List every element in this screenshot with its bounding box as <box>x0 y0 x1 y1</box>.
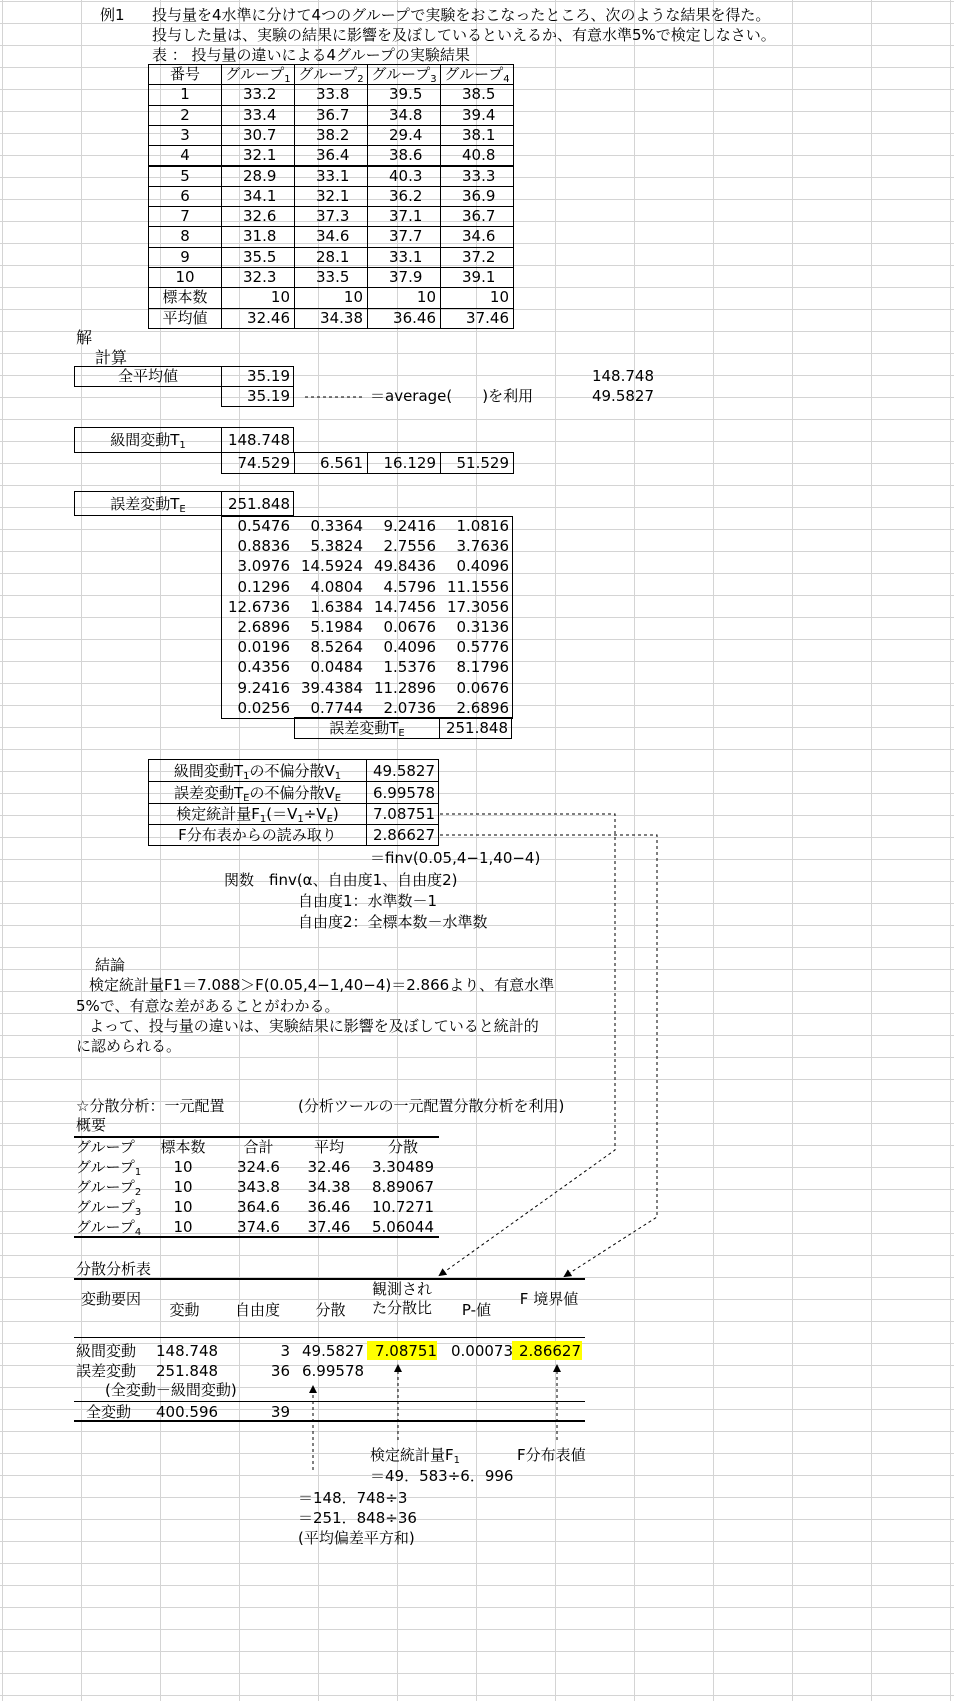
error-deviation-value: 5.1984 <box>310 618 363 636</box>
summary-value: 324.6 <box>237 1158 280 1176</box>
f-crit-arrow <box>440 835 657 1276</box>
data-value: 40.3 <box>389 166 423 185</box>
anova-header-ss: 変動 <box>169 1301 200 1319</box>
summary-value: 10 <box>173 1198 193 1216</box>
anova-tool-note: (分析ツールの一元配置分散分析を利用) <box>298 1097 565 1115</box>
data-value: 32.1 <box>316 186 350 205</box>
between-part-value: 51.529 <box>456 454 509 472</box>
error-deviation-value: 0.0484 <box>310 658 363 677</box>
summary-group: グループ$_4$ <box>76 1218 142 1238</box>
anova-title: ☆分散分析：一元配置 <box>76 1097 225 1115</box>
table-header: 番号 <box>169 65 200 83</box>
anova-header-p: P-値 <box>461 1301 492 1319</box>
data-value: 30.7 <box>243 125 277 144</box>
note-test-statistic: 検定統計量$F_1$ <box>370 1446 461 1466</box>
anova-header-df: 自由度 <box>234 1301 280 1319</box>
error-deviation-value: 0.5476 <box>237 517 290 535</box>
count-value: 10 <box>416 288 436 307</box>
anova-error-cell: 6.99578 <box>302 1362 365 1380</box>
anova-error-cell: 誤差変動 <box>76 1362 137 1380</box>
row-number: 10 <box>175 268 195 286</box>
row-number: 9 <box>180 247 190 266</box>
data-value: 36.4 <box>316 146 350 165</box>
data-value: 28.1 <box>316 247 350 266</box>
anova-error-cell: 251.848 <box>156 1362 219 1380</box>
conclusion-line-1: 検定統計量F1＝7.088＞F(0.05,4−1,40−4)＝2.866より、有意水準 <box>89 976 555 994</box>
data-value: 37.2 <box>462 247 496 266</box>
ve-value: 6.99578 <box>372 784 435 802</box>
conclusion-heading: 結論 <box>95 956 126 974</box>
count-value: 10 <box>489 288 509 307</box>
summary-header: 分散 <box>387 1138 418 1156</box>
summary-header: グループ <box>76 1138 135 1156</box>
data-value: 38.6 <box>389 146 423 165</box>
error-deviation-value: 17.3056 <box>446 597 509 616</box>
error-deviation-value: 39.4384 <box>300 678 363 697</box>
anova-between-cell: 3 <box>280 1342 290 1360</box>
error-deviation-value: 12.6736 <box>227 597 290 616</box>
mean-value: 37.46 <box>466 308 509 327</box>
error-deviation-value: 14.5924 <box>300 557 363 576</box>
mean-value: 32.46 <box>247 308 290 327</box>
summary-value: 10 <box>173 1178 193 1196</box>
summary-value: 37.46 <box>307 1218 351 1236</box>
ve-label: 誤差変動$T_E$の不偏分散$V_E$ <box>173 784 342 804</box>
f-stat-arrow <box>440 814 615 1275</box>
data-value: 35.5 <box>243 247 277 266</box>
table-caption: 表 ： 投与量の違いによる4グループの実験結果 <box>152 46 470 64</box>
data-value: 33.1 <box>316 166 350 185</box>
error-deviation-value: 49.8436 <box>373 557 436 576</box>
note-ve-calc: ＝251．848÷36 <box>298 1509 417 1527</box>
row-number: 1 <box>180 85 190 104</box>
error-deviation-value: 4.0804 <box>310 577 363 596</box>
note-mean-squares: (平均偏差平方和) <box>298 1529 415 1547</box>
summary-value: 36.46 <box>307 1198 351 1216</box>
grand-mean-value-2: 35.19 <box>247 387 290 405</box>
count-value: 10 <box>343 288 363 307</box>
table-header: グループ$_1$ <box>225 65 291 85</box>
summary-header: 標本数 <box>160 1138 206 1156</box>
anova-between-cell: 148.748 <box>156 1342 219 1360</box>
error-deviation-value: 11.2896 <box>373 678 436 697</box>
data-value: 31.8 <box>243 227 277 246</box>
v1-value: 49.5827 <box>372 762 435 780</box>
error-deviation-value: 2.7556 <box>383 537 436 556</box>
row-number: 2 <box>180 105 190 124</box>
anova-header-ms: 分散 <box>315 1301 346 1319</box>
problem-line-1: 投与量を4水準に分けて4つのグループで実験をおこなったところ、次のような結果を得た。 <box>152 6 771 24</box>
between-value: 148.748 <box>227 431 290 449</box>
mean-value: 36.46 <box>393 308 436 327</box>
error-deviation-value: 0.4356 <box>237 658 290 677</box>
summary-value: 374.6 <box>237 1218 280 1236</box>
data-value: 38.5 <box>462 85 496 104</box>
finv-formula: ＝finv(0.05,4−1,40−4) <box>370 849 541 867</box>
problem-line-2: 投与した量は、実験の結果に影響を及ぼしているといえるか、有意水準5%で検定しなさい。 <box>152 26 776 44</box>
anova-between-cell: 級間変動 <box>76 1342 137 1360</box>
conclusion-line-2: 5%で、有意な差があることがわかる。 <box>76 997 340 1015</box>
f-stat-value: 7.08751 <box>372 805 435 823</box>
crit-value: 2.86627 <box>372 826 435 844</box>
data-value: 33.8 <box>316 85 350 104</box>
data-value: 36.9 <box>462 186 496 205</box>
error-total-label: 誤差変動$T_E$ <box>329 719 405 739</box>
error-deviation-value: 9.2416 <box>237 678 290 697</box>
error-deviation-value: 2.6896 <box>237 618 290 636</box>
table-header: グループ$_2$ <box>298 65 364 85</box>
error-deviation-value: 9.2416 <box>383 517 436 535</box>
data-value: 36.7 <box>462 207 496 226</box>
between-part-value: 6.561 <box>320 454 363 472</box>
data-value: 28.9 <box>243 166 277 185</box>
data-value: 33.5 <box>316 268 350 286</box>
data-value: 29.4 <box>389 125 423 144</box>
anova-between-cell: 49.5827 <box>302 1342 365 1360</box>
data-value: 37.9 <box>389 268 423 286</box>
side-value-1: 148.748 <box>591 367 654 385</box>
row-number: 4 <box>180 146 190 165</box>
summary-value: 8.89067 <box>371 1178 435 1196</box>
df1-line: 自由度1：水準数－1 <box>298 892 438 910</box>
mean-label: 平均値 <box>162 308 208 327</box>
count-value: 10 <box>270 288 290 307</box>
anova-header-f: 観測された分散比 <box>371 1280 432 1317</box>
data-value: 37.1 <box>389 207 423 226</box>
summary-group: グループ$_1$ <box>76 1158 142 1178</box>
average-note: ＝average( )を利用 <box>370 387 534 405</box>
data-value: 40.8 <box>462 146 496 165</box>
summary-label: 概要 <box>76 1116 107 1134</box>
table-header: グループ$_4$ <box>444 65 510 85</box>
error-deviation-value: 2.0736 <box>383 698 436 717</box>
row-number: 5 <box>180 166 190 185</box>
error-deviation-value: 0.3364 <box>310 517 363 535</box>
count-label: 標本数 <box>162 288 208 307</box>
example-label: 例1 <box>100 6 125 24</box>
error-deviation-value: 0.5776 <box>456 638 509 657</box>
note-f-table: F分布表値 <box>517 1446 586 1464</box>
error-deviation-value: 0.4096 <box>383 638 436 657</box>
data-value: 32.1 <box>243 146 277 165</box>
error-label: 誤差変動$T_E$ <box>110 495 186 515</box>
finv-function-line: 関数 finv(α、自由度1、自由度2) <box>224 871 458 889</box>
row-number: 3 <box>180 125 190 144</box>
row-number: 7 <box>180 207 190 226</box>
between-part-value: 16.129 <box>383 454 436 472</box>
data-value: 33.1 <box>389 247 423 266</box>
summary-header: 平均 <box>313 1138 344 1156</box>
error-value: 251.848 <box>227 495 290 513</box>
anova-total-cell: 全変動 <box>86 1403 132 1421</box>
data-value: 33.4 <box>243 105 277 124</box>
summary-value: 3.30489 <box>371 1158 435 1176</box>
data-value: 36.2 <box>389 186 423 205</box>
summary-value: 34.38 <box>307 1178 351 1196</box>
anova-total-cell: 39 <box>270 1403 290 1421</box>
anova-total-cell: 400.596 <box>156 1403 219 1421</box>
summary-value: 343.8 <box>237 1178 280 1196</box>
note-stat-calc: ＝49．583÷6．996 <box>370 1467 514 1485</box>
grand-mean-value: 35.19 <box>247 367 290 385</box>
anova-between-cell: 2.86627 <box>518 1342 581 1360</box>
grand-mean-label: 全平均値 <box>117 367 178 385</box>
row-number: 6 <box>180 186 190 205</box>
data-value: 38.1 <box>462 125 496 144</box>
error-deviation-value: 8.1796 <box>456 658 509 677</box>
anova-table-label: 分散分析表 <box>76 1260 152 1278</box>
data-value: 34.1 <box>243 186 277 205</box>
error-deviation-value: 0.3136 <box>456 618 509 636</box>
data-value: 38.2 <box>316 125 350 144</box>
data-value: 34.6 <box>316 227 350 246</box>
error-deviation-value: 0.1296 <box>237 577 290 596</box>
data-value: 34.8 <box>389 105 423 124</box>
data-value: 33.3 <box>462 166 496 185</box>
anova-error-cell: 36 <box>270 1362 290 1380</box>
error-deviation-value: 0.0676 <box>383 618 436 636</box>
summary-value: 364.6 <box>237 1198 280 1216</box>
data-value: 36.7 <box>316 105 350 124</box>
conclusion-line-4: に認められる。 <box>76 1037 182 1055</box>
error-deviation-value: 11.1556 <box>446 577 509 596</box>
summary-group: グループ$_3$ <box>76 1198 142 1218</box>
summary-value: 5.06044 <box>371 1218 435 1236</box>
summary-value: 10.7271 <box>371 1198 435 1216</box>
error-deviation-value: 1.6384 <box>310 597 363 616</box>
data-value: 37.7 <box>389 227 423 246</box>
error-deviation-value: 0.0256 <box>237 698 290 717</box>
error-deviation-value: 4.5796 <box>383 577 436 596</box>
anova-between-cell: 7.08751 <box>374 1342 437 1360</box>
crit-label: F分布表からの読み取り <box>178 826 337 844</box>
error-variation-note: (全変動－級間変動) <box>105 1381 237 1399</box>
side-value-2: 49.5827 <box>591 387 654 405</box>
error-deviation-value: 1.0816 <box>456 517 509 535</box>
mean-value: 34.38 <box>320 308 363 327</box>
data-value: 39.1 <box>462 268 496 286</box>
error-deviation-value: 0.7744 <box>310 698 363 717</box>
anova-header-fcrit: F 境界値 <box>519 1290 579 1308</box>
anova-between-cell: 0.00073 <box>450 1342 513 1360</box>
error-deviation-value: 3.7636 <box>456 537 509 556</box>
row-number: 8 <box>180 227 190 246</box>
summary-header: 合計 <box>243 1138 274 1156</box>
error-deviation-value: 0.0196 <box>237 638 290 657</box>
note-v1-calc: ＝148．748÷3 <box>298 1489 408 1507</box>
error-total-value: 251.848 <box>445 719 508 737</box>
anova-header-source: 変動要因 <box>80 1290 141 1308</box>
data-value: 39.4 <box>462 105 496 124</box>
error-deviation-value: 14.7456 <box>373 597 436 616</box>
data-value: 32.3 <box>243 268 277 286</box>
data-value: 37.3 <box>316 207 350 226</box>
error-deviation-value: 8.5264 <box>310 638 363 657</box>
data-value: 39.5 <box>389 85 423 104</box>
v1-label: 級間変動$T_1$の不偏分散$V_1$ <box>173 762 342 782</box>
error-deviation-value: 0.4096 <box>456 557 509 576</box>
summary-value: 10 <box>173 1218 193 1236</box>
summary-value: 10 <box>173 1158 193 1176</box>
summary-value: 32.46 <box>307 1158 351 1176</box>
data-value: 32.6 <box>243 207 277 226</box>
error-deviation-value: 3.0976 <box>237 557 290 576</box>
data-value: 33.2 <box>243 85 277 104</box>
between-label: 級間変動$T_1$ <box>110 431 186 451</box>
error-deviation-value: 1.5376 <box>383 658 436 677</box>
table-header: グループ$_3$ <box>371 65 437 85</box>
error-deviation-value: 2.6896 <box>456 698 509 717</box>
summary-group: グループ$_2$ <box>76 1178 142 1198</box>
error-deviation-value: 0.8836 <box>237 537 290 556</box>
df2-line: 自由度2：全標本数－水準数 <box>298 913 488 931</box>
conclusion-line-3: よって、投与量の違いは、実験結果に影響を及ぼしていると統計的 <box>89 1017 539 1035</box>
solution-heading: 解 <box>76 328 93 347</box>
calc-heading: 計算 <box>95 348 128 367</box>
error-deviation-value: 5.3824 <box>310 537 363 556</box>
f-stat-label: 検定統計量$F_1(=V_1\div V_E)$ <box>176 805 339 825</box>
data-value: 34.6 <box>462 227 496 246</box>
between-part-value: 74.529 <box>237 454 290 472</box>
error-deviation-value: 0.0676 <box>456 678 509 697</box>
